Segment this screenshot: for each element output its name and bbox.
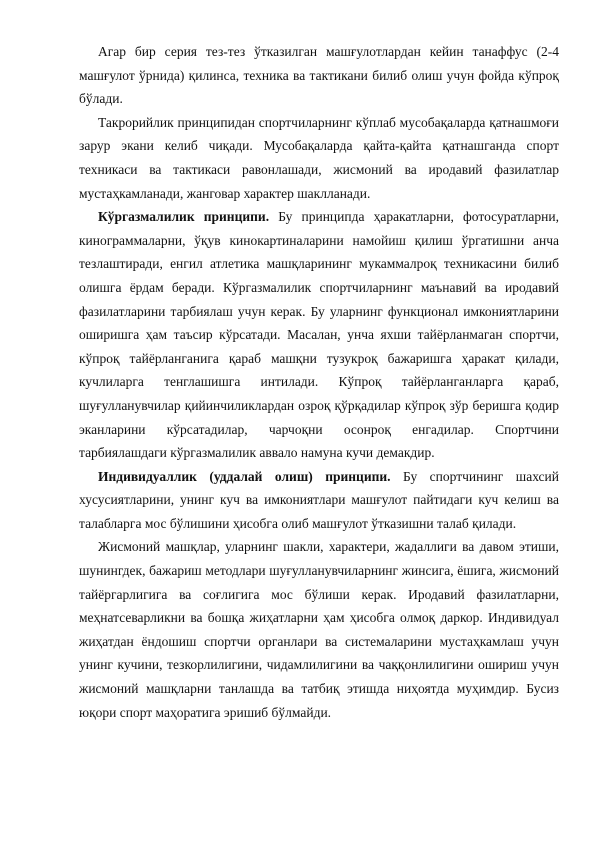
paragraph-physical-exercises xyxy=(79,535,559,724)
paragraph-repetition-principle xyxy=(79,111,559,205)
paragraph-individuality-principle xyxy=(79,465,559,536)
paragraph-text: Жисмоний машқлар, уларнинг шакли, характери, жадаллиги ва давом этиши, шунингдек, бажариш методлари шуғулланувчиларнинг жинсига, ёшига, жисмоний тайёргарлигига ва соғлигига мос бўлиши керак. Иродавий фазилатларни, меҳнатсеварликни ва бошқа жиҳатларни ҳам ҳисобга олмоқ даркор. Индивидуал жиҳатдан ёндошиш спортчи органлари ва системаларини мустаҳкамлаш учун унинг кучини, тезкорлилигини, чидамлилигини ва чаққонлилигини ошириш учун жисмоний машқларни танлашда ва татбиқ этишда ниҳоятда муҳимдир. Бусиз юқори спорт маҳоратига эришиб бўлмайди. xyxy=(79,539,559,720)
document-page xyxy=(79,40,559,724)
paragraph-text: Агар бир серия тез-тез ўтказилган машғулотлардан кейин танаффус (2-4 машғулот ўрнида) қилинса, техника ва тактикани билиб олиш учун фойда кўпроқ бўлади. xyxy=(79,44,559,107)
paragraph-visualization-principle xyxy=(79,205,559,465)
principle-heading: Индивидуаллик (уддалай олиш) принципи. xyxy=(98,468,391,484)
paragraph-text: Такрорийлик принципидан спортчиларнинг кўплаб мусобақаларда қатнашмоғи зарур экани келиб чиқади. Мусобақаларда қайта-қайта қатнашганда спорт техникаси ва тактикаси равонлашади, жисмоний ва иродавий фазилатлар мустаҳкамланади, жанговар характер шаклланади. xyxy=(79,114,559,201)
principle-heading: Кўргазмалилик принципи. xyxy=(98,209,270,225)
paragraph-text: Бу принципда ҳаракатларни, фотосуратларни, кинограммаларни, ўқув кинокартиналарини намойиш қилиш ўргатишни анча тезлаштиради, енгил атлетика машқларининг мукаммалроқ техникасини билиб олишга ёрдам беради. Кўргазмалилик спортчиларнинг маънавий ва иродавий фазилатларини тарбиялаш учун керак. Бу уларнинг функционал имкониятларини оширишга ҳам таъсир кўрсатади. Масалан, унча яхши тайёрланмаган спортчи, кўпроқ тайёрланганига қараб машқни тузукроқ бажаришга ҳаракат қилади, кучлиларга тенглашишга интилади. Кўпроқ тайёрланганларга қараб, шуғулланувчилар қийинчиликлардан озроқ қўрқадилар кўпроқ зўр беришга қодир эканларини кўрсатадилар, чарчоқни осонроқ енгадилар. Спортчини тарбиялашдаги кўргазмалилик аввало намуна кучи демакдир. xyxy=(79,209,559,461)
paragraph-text: Бу спортчининг шахсий хусусиятларини, унинг куч ва имкониятлари машғулот пайтидаги куч келиш ва талабларга мос бўлишини ҳисобга олиб машғулот ўтказишни талаб қилади. xyxy=(79,468,559,531)
paragraph-rest-interval xyxy=(79,40,559,111)
